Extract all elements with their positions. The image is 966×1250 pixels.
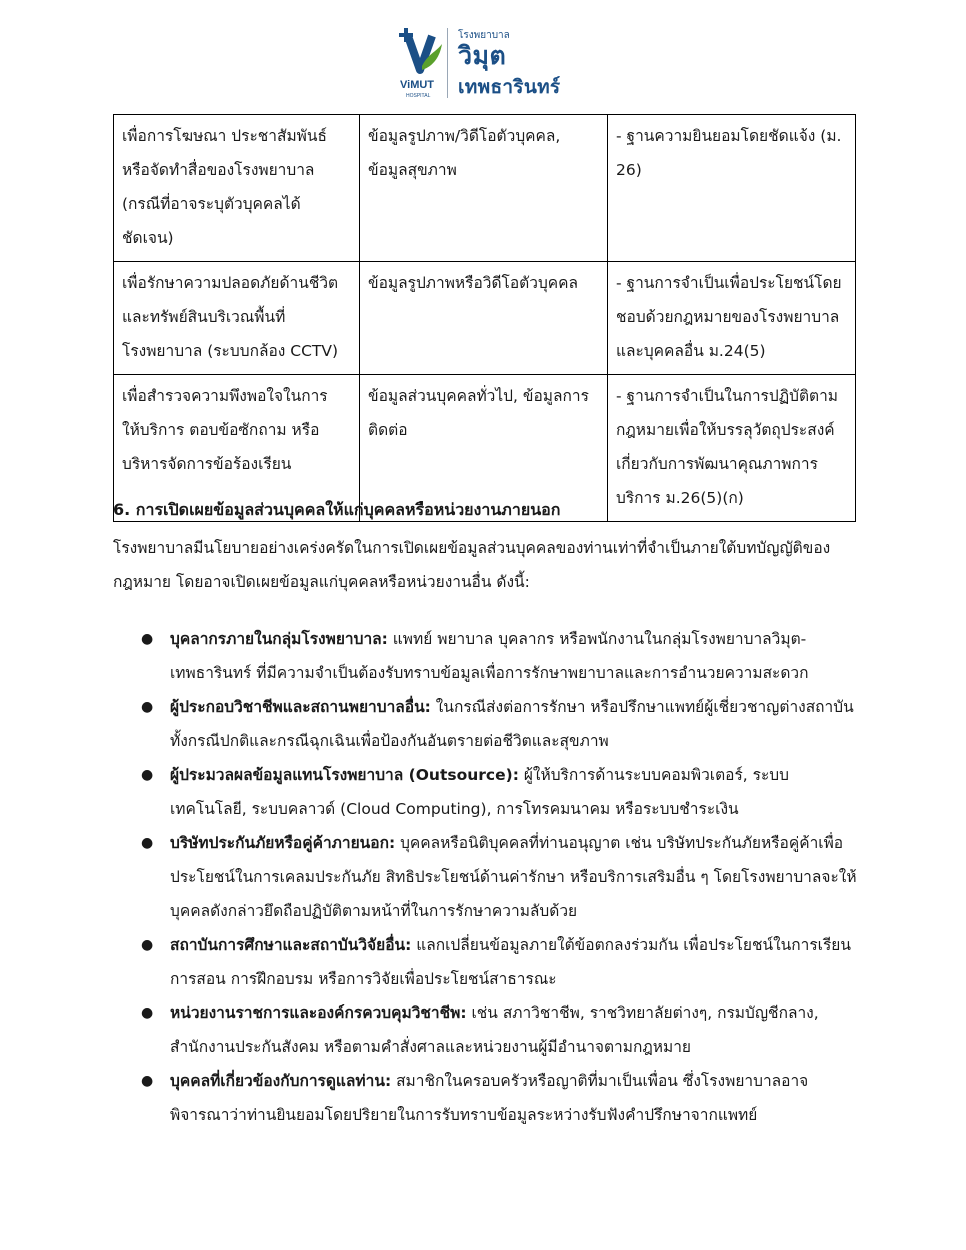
logo-name-line2: เทพธารินทร์ (458, 76, 561, 98)
legal-basis-cell: - ฐานการจำเป็นเพื่อประโยชน์โดย ชอบด้วยกฎหมายของโรงพยาบาล และบุคคลอื่น ม.24(5) (608, 262, 856, 375)
data-type-cell: ข้อมูลรูปภาพหรือวิดีโอตัวบุคคล (360, 262, 608, 375)
purpose-table (113, 114, 856, 522)
bullet-icon: ● (141, 699, 154, 715)
list-item (113, 758, 858, 826)
item-text: บุคคลหรือนิติบุคคลที่ท่านอนุญาต เช่น บริษัทประกันภัยหรือคู่ค้าเพื่อประโยชน์ในการเคลมประกันภัย สิทธิประโยชน์ด้านค่ารักษา หรือบริการเสริมอื่น ๆ โดยโรงพยาบาลจะให้บุคคลดังกล่าวยึดถือปฏิบัติตามหน้าที่ในการรักษาความลับด้วย (170, 834, 857, 920)
item-text: แลกเปลี่ยนข้อมูลภายใต้ข้อตกลงร่วมกัน เพื่อประโยชน์ในการเรียนการสอน การฝึกอบรม หรือการวิจัยเพื่อประโยชน์สาธารณะ (170, 936, 851, 988)
item-heading: หน่วยงานราชการและองค์กรควบคุมวิชาชีพ: (170, 1004, 467, 1022)
bullet-icon: ● (141, 835, 154, 851)
logo-hospital-label: โรงพยาบาล (458, 30, 510, 41)
logo-divider (447, 28, 448, 98)
table-row (114, 262, 856, 375)
svg-text:HOSPITAL: HOSPITAL (406, 93, 431, 99)
purpose-cell: เพื่อการโฆษณา ประชาสัมพันธ์ หรือจัดทำสื่อของโรงพยาบาล (กรณีที่อาจระบุตัวบุคคลได้ชัดเจน) (114, 115, 360, 262)
list-item (113, 622, 858, 690)
item-heading: บริษัทประกันภัยหรือคู่ค้าภายนอก: (170, 834, 396, 852)
bullet-icon: ● (141, 767, 154, 783)
item-heading: สถาบันการศึกษาและสถาบันวิจัยอื่น: (170, 936, 412, 954)
table-row (114, 115, 856, 262)
purpose-cell: เพื่อสำรวจความพึงพอใจในการ ให้บริการ ตอบข้อซักถาม หรือ บริหารจัดการข้อร้องเรียน (114, 375, 360, 522)
item-heading: บุคคลที่เกี่ยวข้องกับการดูแลท่าน: (170, 1072, 392, 1090)
bullet-icon: ● (141, 1005, 154, 1021)
list-item (113, 1064, 858, 1132)
list-item (113, 690, 858, 758)
item-text: ผู้ให้บริการด้านระบบคอมพิวเตอร์, ระบบเทคโนโลยี, ระบบคลาวด์ (Cloud Computing), การโทรคมนาคม หรือระบบชำระเงิน (170, 766, 789, 818)
bullet-icon: ● (141, 631, 154, 647)
item-text: เช่น สภาวิชาชีพ, ราชวิทยาลัยต่างๆ, กรมบัญชีกลาง, สำนักงานประกันสังคม หรือตามคำสั่งศาลและหน่วยงานผู้มีอำนาจตามกฎหมาย (170, 1004, 819, 1056)
vimut-shield-icon (398, 26, 446, 102)
list-item (113, 826, 858, 928)
item-text: ในกรณีส่งต่อการรักษา หรือปรึกษาแพทย์ผู้เชี่ยวชาญต่างสถาบัน ทั้งกรณีปกติและกรณีฉุกเฉินเพื่อป้องกันอันตรายต่อชีวิตและสุขภาพ (170, 698, 854, 750)
logo-name-line1: วิมุต (458, 41, 507, 70)
item-heading: ผู้ประมวลผลข้อมูลแทนโรงพยาบาล (Outsource): (170, 766, 519, 784)
bullet-icon: ● (141, 937, 154, 953)
hospital-logo (398, 26, 598, 102)
item-heading: บุคลากรภายในกลุ่มโรงพยาบาล: (170, 630, 388, 648)
item-heading: ผู้ประกอบวิชาชีพและสถานพยาบาลอื่น: (170, 698, 431, 716)
item-text: สมาชิกในครอบครัวหรือญาติที่มาเป็นเพื่อน ซึ่งโรงพยาบาลอาจพิจารณาว่าท่านยินยอมโดยปริยายในการรับทราบข้อมูลระหว่างรับฟังคำปรึกษาจากแพทย์ (170, 1072, 809, 1124)
list-item (113, 928, 858, 996)
svg-text:ViMUT: ViMUT (400, 79, 435, 91)
list-item (113, 996, 858, 1064)
bullet-icon: ● (141, 1073, 154, 1089)
disclosure-list (113, 622, 858, 1132)
data-type-cell: ข้อมูลส่วนบุคคลทั่วไป, ข้อมูลการ ติดต่อ (360, 375, 608, 522)
legal-basis-cell: - ฐานการจำเป็นในการปฏิบัติตาม กฎหมายเพื่อให้บรรลุวัตถุประสงค์ เกี่ยวกับการพัฒนาคุณภาพการ บริการ ม.26(5)(ก) (608, 375, 856, 522)
section-heading: 6. การเปิดเผยข้อมูลส่วนบุคคลให้แก่บุคคลหรือหน่วยงานภายนอก (113, 500, 561, 519)
purpose-cell: เพื่อรักษาความปลอดภัยด้านชีวิต และทรัพย์สินบริเวณพื้นที่ โรงพยาบาล (ระบบกล้อง CCTV) (114, 262, 360, 375)
legal-basis-cell: - ฐานความยินยอมโดยชัดแจ้ง (ม. 26) (608, 115, 856, 262)
item-text: แพทย์ พยาบาล บุคลากร หรือพนักงานในกลุ่มโรงพยาบาลวิมุต-เทพธารินทร์ ที่มีความจำเป็นต้องรับทราบข้อมูลเพื่อการรักษาพยาบาลและการอำนวยความสะดวก (170, 630, 809, 682)
section-intro: โรงพยาบาลมีนโยบายอย่างเคร่งครัดในการเปิดเผยข้อมูลส่วนบุคคลของท่านเท่าที่จำเป็นภายใต้บทบัญญัติของกฎหมาย โดยอาจเปิดเผยข้อมูลแก่บุคคลหรือหน่วยงานอื่น ดังนี้: (113, 539, 831, 591)
data-type-cell: ข้อมูลรูปภาพ/วิดีโอตัวบุคคล, ข้อมูลสุขภาพ (360, 115, 608, 262)
